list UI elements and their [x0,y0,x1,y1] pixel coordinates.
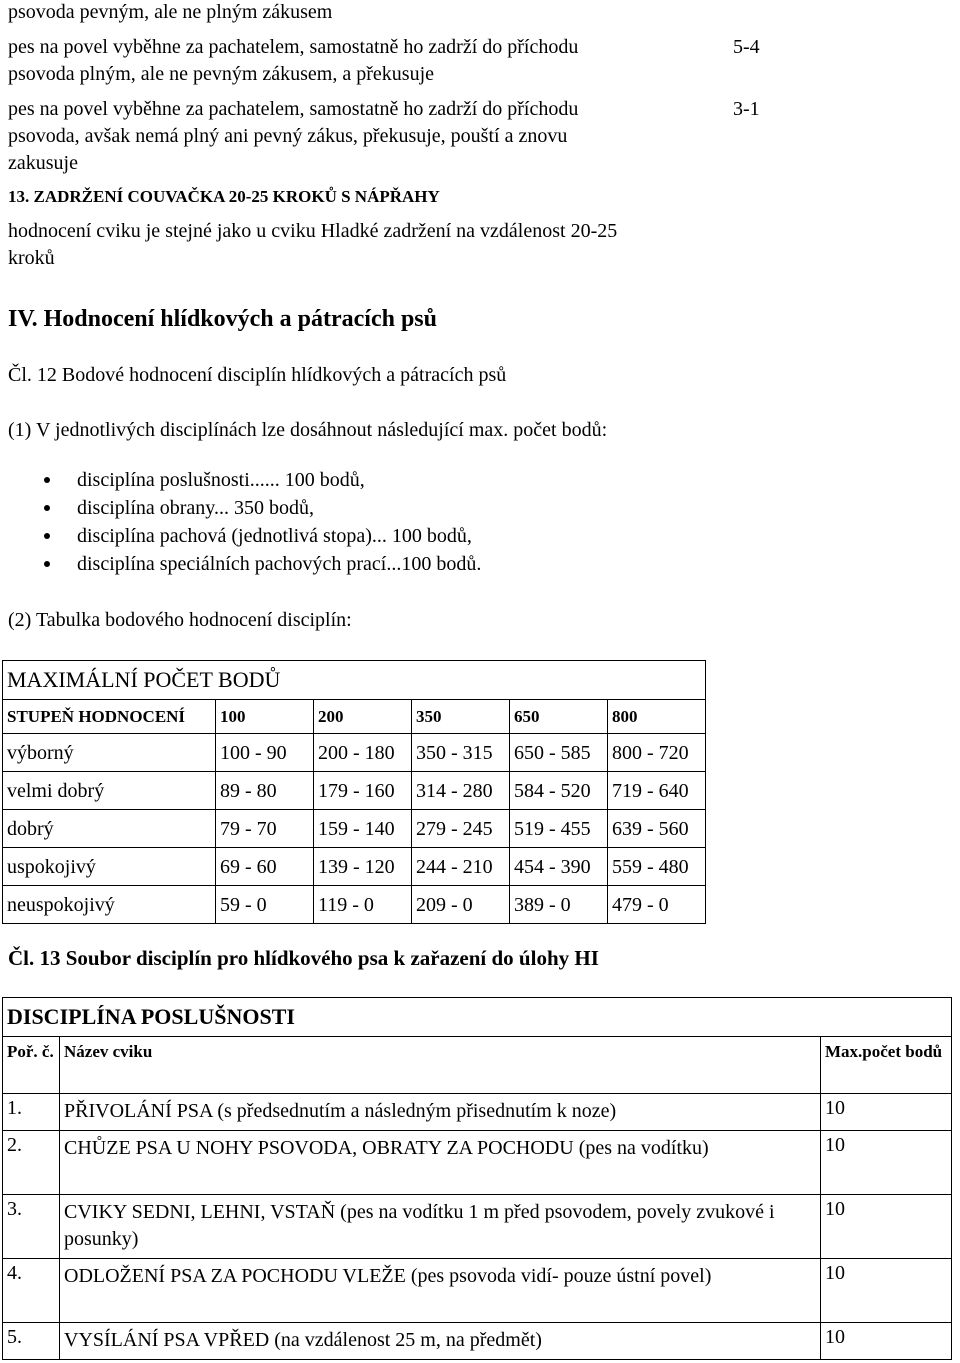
table-cell: 584 - 520 [510,772,608,810]
table-cell: 159 - 140 [314,810,412,848]
table-cell: 279 - 245 [412,810,510,848]
table-row [3,1094,952,1131]
table-cell: dobrý [3,810,216,848]
list-item: disciplína speciálních pachových prací...100 bodů. [0,554,481,582]
paragraph: (1) V jednotlivých disciplínách lze dosáhnout následující max. počet bodů: [8,419,608,441]
table-cell: ODLOŽENÍ PSA ZA POCHODU VLEŽE (pes psovoda vidí- pouze ústní povel) [60,1259,821,1323]
table-cell: VYSÍLÁNÍ PSA VPŘED (na vzdálenost 25 m, na předmět) [60,1323,821,1360]
table-cell: 10 [821,1131,952,1195]
discipline-table [2,997,952,1360]
list-item: disciplína obrany... 350 bodů, [0,498,481,526]
table-cell: 559 - 480 [608,848,706,886]
table-header-cell: Název cviku [60,1037,821,1094]
bullet-icon [44,561,50,567]
bullet-icon [44,533,50,539]
score-table [2,660,706,924]
text-line: zakusuje [8,152,78,174]
article-heading: Čl. 12 Bodové hodnocení disciplín hlídkových a pátracích psů [8,364,507,386]
table-cell: 200 - 180 [314,734,412,772]
table-cell: 2. [3,1131,60,1195]
table-cell: PŘIVOLÁNÍ PSA (s předsednutím a následným přisednutím k noze) [60,1094,821,1131]
article-heading: Čl. 13 Soubor disciplín pro hlídkového psa k zařazení do úlohy HI [8,946,599,970]
score-value: 3-1 [733,98,760,120]
table-cell: výborný [3,734,216,772]
bullet-icon [44,505,50,511]
table-cell: 89 - 80 [216,772,314,810]
table-cell: 4. [3,1259,60,1323]
table-cell: 454 - 390 [510,848,608,886]
table-header-cell: Poř. č. [3,1037,60,1094]
table-cell: 209 - 0 [412,886,510,924]
table-cell: 5. [3,1323,60,1360]
text-line: psovoda, avšak nemá plný ani pevný zákus, překusuje, pouští a znovu [8,125,568,147]
table-cell: neuspokojivý [3,886,216,924]
table-row [3,848,706,886]
table-header-row [3,1037,952,1094]
table-header-cell: 200 [314,700,412,734]
table-cell: 10 [821,1195,952,1259]
table-header-cell: Max.počet bodů [821,1037,952,1094]
table-header-cell: 100 [216,700,314,734]
table-cell: 650 - 585 [510,734,608,772]
table-cell: 639 - 560 [608,810,706,848]
section-heading: IV. Hodnocení hlídkových a pátracích psů [8,306,437,332]
table-cell: 100 - 90 [216,734,314,772]
table-cell: 179 - 160 [314,772,412,810]
table-cell: 10 [821,1323,952,1360]
table-cell: 800 - 720 [608,734,706,772]
table-cell: 479 - 0 [608,886,706,924]
table-header-cell: 350 [412,700,510,734]
text-line: psovoda pevným, ale ne plným zákusem [8,1,333,23]
table-cell: 10 [821,1259,952,1323]
table-cell: 719 - 640 [608,772,706,810]
list-item: disciplína poslušnosti...... 100 bodů, [0,470,481,498]
text-line: hodnocení cviku je stejné jako u cviku Hladké zadržení na vzdálenost 20-25 [8,220,618,242]
table-header-row [3,700,706,734]
table-cell: velmi dobrý [3,772,216,810]
table-cell: 79 - 70 [216,810,314,848]
table-title: MAXIMÁLNÍ POČET BODŮ [3,661,706,700]
paragraph: (2) Tabulka bodového hodnocení disciplín: [8,609,352,631]
table-row [3,1259,952,1323]
table-cell: 350 - 315 [412,734,510,772]
table-cell: uspokojivý [3,848,216,886]
list-item: disciplína pachová (jednotlivá stopa)... 100 bodů, [0,526,481,554]
table-cell: 3. [3,1195,60,1259]
table-row [3,810,706,848]
table-cell: 314 - 280 [412,772,510,810]
table-cell: CVIKY SEDNI, LEHNI, VSTAŇ (pes na vodítku 1 m před psovodem, povely zvukové i posunky) [60,1195,821,1259]
table-row [3,772,706,810]
table-header-cell: 800 [608,700,706,734]
table-cell: 59 - 0 [216,886,314,924]
text-line: pes na povel vyběhne za pachatelem, samostatně ho zadrží do příchodu [8,98,579,120]
text-line: pes na povel vyběhne za pachatelem, samostatně ho zadrží do příchodu [8,36,579,58]
table-row [3,886,706,924]
table-row [3,1323,952,1360]
text-line: kroků [8,247,55,269]
bullet-icon [44,477,50,483]
table-title: DISCIPLÍNA POSLUŠNOSTI [3,998,952,1037]
table-cell: 10 [821,1094,952,1131]
exercise-title: 13. ZADRŽENÍ COUVAČKA 20-25 KROKŮ S NÁPŘAHY [8,187,440,206]
table-cell: 244 - 210 [412,848,510,886]
table-header-cell: 650 [510,700,608,734]
table-cell: CHŮZE PSA U NOHY PSOVODA, OBRATY ZA POCHODU (pes na vodítku) [60,1131,821,1195]
table-cell: 519 - 455 [510,810,608,848]
table-header-cell: STUPEŇ HODNOCENÍ [3,700,216,734]
text-line: psovoda plným, ale ne pevným zákusem, a překusuje [8,63,434,85]
table-cell: 139 - 120 [314,848,412,886]
table-cell: 1. [3,1094,60,1131]
table-cell: 69 - 60 [216,848,314,886]
table-cell: 389 - 0 [510,886,608,924]
discipline-list [0,470,481,582]
score-value: 5-4 [733,36,760,58]
table-row [3,1195,952,1259]
table-cell: 119 - 0 [314,886,412,924]
table-row [3,734,706,772]
table-row [3,1131,952,1195]
